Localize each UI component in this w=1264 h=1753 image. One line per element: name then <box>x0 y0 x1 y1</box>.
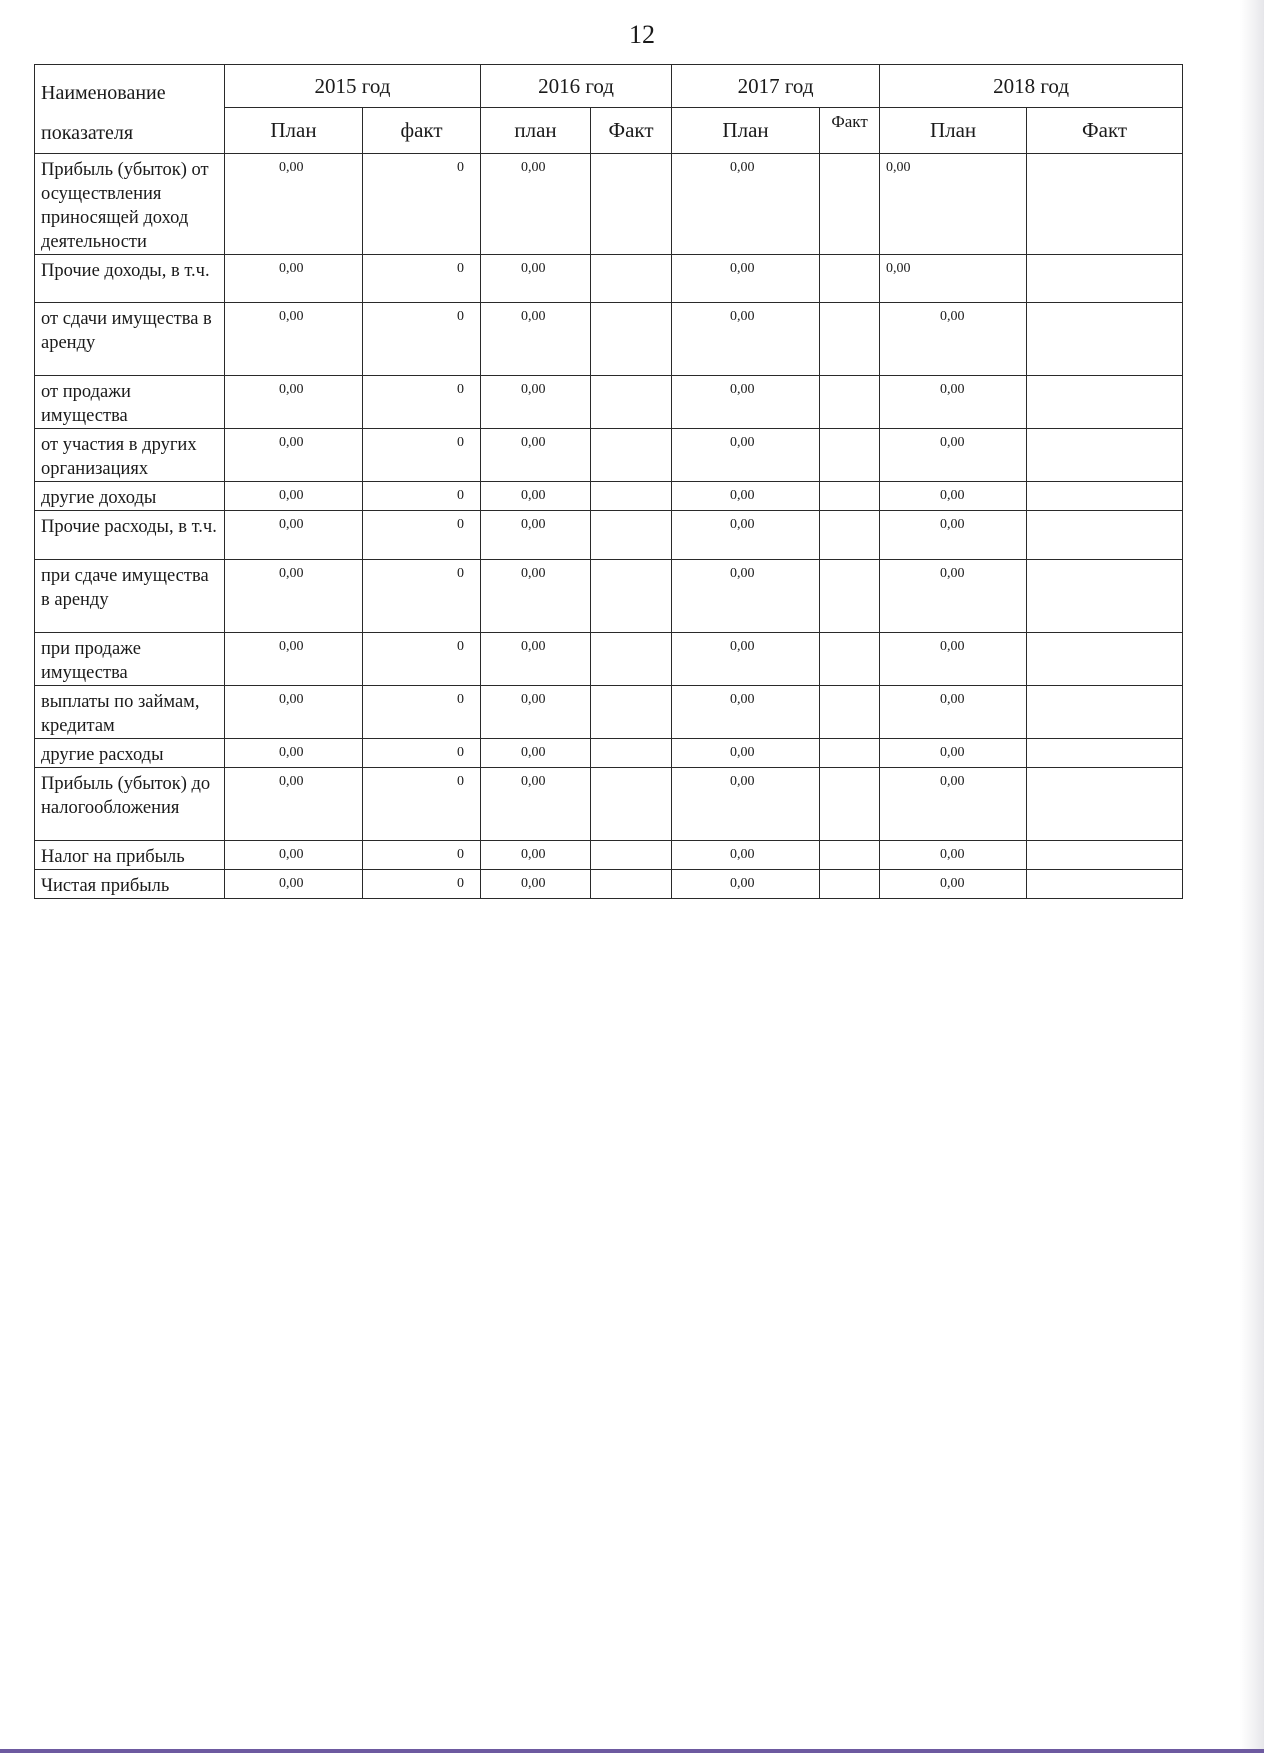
cell-2017-plan: 0,00 <box>672 739 820 768</box>
cell-2015-plan: 0,00 <box>225 870 363 899</box>
row-label: Прочие доходы, в т.ч. <box>35 255 225 303</box>
cell-2016-fact <box>591 686 672 739</box>
row-label: другие доходы <box>35 482 225 511</box>
cell-2018-fact <box>1027 870 1183 899</box>
cell-2015-fact: 0 <box>363 429 481 482</box>
cell-2015-fact: 0 <box>363 686 481 739</box>
cell-2018-fact <box>1027 429 1183 482</box>
scan-bottom-edge <box>0 1749 1264 1753</box>
cell-2017-plan: 0,00 <box>672 482 820 511</box>
row-label: выплаты по займам, кредитам <box>35 686 225 739</box>
cell-2018-plan: 0,00 <box>880 841 1027 870</box>
cell-2015-plan: 0,00 <box>225 841 363 870</box>
financial-indicators-table <box>34 64 1183 899</box>
cell-2018-plan: 0,00 <box>880 633 1027 686</box>
cell-2016-plan: 0,00 <box>481 768 591 841</box>
cell-2015-fact: 0 <box>363 870 481 899</box>
cell-2016-plan: 0,00 <box>481 255 591 303</box>
page-number: 12 <box>629 20 655 49</box>
plan-2015-header: План <box>225 108 363 154</box>
cell-2015-plan: 0,00 <box>225 768 363 841</box>
cell-2017-plan: 0,00 <box>672 560 820 633</box>
cell-2018-fact <box>1027 841 1183 870</box>
cell-2015-plan: 0,00 <box>225 739 363 768</box>
cell-2016-plan: 0,00 <box>481 841 591 870</box>
table-row <box>35 154 1183 255</box>
cell-2016-fact <box>591 870 672 899</box>
cell-2017-plan: 0,00 <box>672 870 820 899</box>
table-row <box>35 739 1183 768</box>
cell-2016-fact <box>591 154 672 255</box>
row-label: Налог на прибыль <box>35 841 225 870</box>
cell-2016-plan: 0,00 <box>481 633 591 686</box>
cell-2016-plan: 0,00 <box>481 154 591 255</box>
cell-2017-plan: 0,00 <box>672 154 820 255</box>
cell-2017-fact <box>820 841 880 870</box>
row-label: другие расходы <box>35 739 225 768</box>
cell-2017-plan: 0,00 <box>672 511 820 560</box>
cell-2017-plan: 0,00 <box>672 686 820 739</box>
cell-2018-fact <box>1027 255 1183 303</box>
cell-2018-fact <box>1027 482 1183 511</box>
cell-2018-plan: 0,00 <box>880 255 1027 303</box>
row-label: от сдачи имущества в аренду <box>35 303 225 376</box>
cell-2017-plan: 0,00 <box>672 303 820 376</box>
cell-2015-fact: 0 <box>363 633 481 686</box>
cell-2016-fact <box>591 633 672 686</box>
table-row <box>35 429 1183 482</box>
cell-2016-plan: 0,00 <box>481 739 591 768</box>
cell-2018-fact <box>1027 768 1183 841</box>
table-row <box>35 841 1183 870</box>
table-row <box>35 560 1183 633</box>
cell-2016-fact <box>591 560 672 633</box>
cell-2016-fact <box>591 739 672 768</box>
cell-2015-plan: 0,00 <box>225 511 363 560</box>
cell-2015-plan: 0,00 <box>225 633 363 686</box>
cell-2015-plan: 0,00 <box>225 303 363 376</box>
cell-2018-plan: 0,00 <box>880 768 1027 841</box>
cell-2018-fact <box>1027 376 1183 429</box>
indicator-name-header <box>35 65 225 154</box>
cell-2016-plan: 0,00 <box>481 429 591 482</box>
cell-2017-fact <box>820 739 880 768</box>
cell-2016-fact <box>591 511 672 560</box>
cell-2015-fact: 0 <box>363 154 481 255</box>
cell-2016-plan: 0,00 <box>481 482 591 511</box>
cell-2017-fact <box>820 686 880 739</box>
row-label: Прочие расходы, в т.ч. <box>35 511 225 560</box>
cell-2016-plan: 0,00 <box>481 560 591 633</box>
cell-2015-plan: 0,00 <box>225 560 363 633</box>
fact-2017-header: Факт <box>820 108 880 154</box>
cell-2018-fact <box>1027 739 1183 768</box>
cell-2017-fact <box>820 633 880 686</box>
table-row <box>35 255 1183 303</box>
table-row <box>35 482 1183 511</box>
year-2017-header: 2017 год <box>672 65 880 108</box>
cell-2017-fact <box>820 768 880 841</box>
cell-2018-plan: 0,00 <box>880 303 1027 376</box>
cell-2016-fact <box>591 429 672 482</box>
indicator-name-header-line1: Наименование <box>41 82 166 104</box>
cell-2017-fact <box>820 870 880 899</box>
cell-2016-fact <box>591 841 672 870</box>
row-label: при сдаче имущества в аренду <box>35 560 225 633</box>
table-row <box>35 870 1183 899</box>
row-label: при продаже имущества <box>35 633 225 686</box>
cell-2017-fact <box>820 154 880 255</box>
cell-2018-fact <box>1027 511 1183 560</box>
cell-2015-fact: 0 <box>363 841 481 870</box>
table-row <box>35 686 1183 739</box>
year-2015-header: 2015 год <box>225 65 481 108</box>
cell-2015-plan: 0,00 <box>225 429 363 482</box>
cell-2018-fact <box>1027 560 1183 633</box>
cell-2017-plan: 0,00 <box>672 768 820 841</box>
header-row-years <box>35 65 1183 108</box>
cell-2017-fact <box>820 560 880 633</box>
cell-2017-plan: 0,00 <box>672 841 820 870</box>
row-label: от продажи имущества <box>35 376 225 429</box>
cell-2016-plan: 0,00 <box>481 376 591 429</box>
table-row <box>35 511 1183 560</box>
cell-2018-fact <box>1027 303 1183 376</box>
cell-2018-plan: 0,00 <box>880 376 1027 429</box>
cell-2015-plan: 0,00 <box>225 154 363 255</box>
cell-2016-fact <box>591 376 672 429</box>
cell-2015-plan: 0,00 <box>225 482 363 511</box>
scan-page-edge <box>1240 0 1264 1753</box>
cell-2016-fact <box>591 768 672 841</box>
cell-2017-plan: 0,00 <box>672 633 820 686</box>
cell-2018-plan: 0,00 <box>880 739 1027 768</box>
cell-2015-fact: 0 <box>363 303 481 376</box>
cell-2015-plan: 0,00 <box>225 686 363 739</box>
cell-2017-fact <box>820 429 880 482</box>
row-label: Прибыль (убыток) до налогообложения <box>35 768 225 841</box>
cell-2015-fact: 0 <box>363 739 481 768</box>
cell-2015-fact: 0 <box>363 255 481 303</box>
table-row <box>35 768 1183 841</box>
year-2018-header: 2018 год <box>880 65 1183 108</box>
cell-2017-plan: 0,00 <box>672 429 820 482</box>
cell-2015-plan: 0,00 <box>225 376 363 429</box>
cell-2015-fact: 0 <box>363 560 481 633</box>
cell-2017-fact <box>820 255 880 303</box>
cell-2018-plan: 0,00 <box>880 686 1027 739</box>
cell-2018-fact <box>1027 686 1183 739</box>
cell-2017-fact <box>820 482 880 511</box>
cell-2018-plan: 0,00 <box>880 154 1027 255</box>
cell-2017-fact <box>820 511 880 560</box>
cell-2015-fact: 0 <box>363 511 481 560</box>
cell-2015-fact: 0 <box>363 482 481 511</box>
plan-2018-header: План <box>880 108 1027 154</box>
cell-2018-fact <box>1027 154 1183 255</box>
fact-2018-header: Факт <box>1027 108 1183 154</box>
cell-2016-fact <box>591 482 672 511</box>
cell-2018-plan: 0,00 <box>880 429 1027 482</box>
cell-2015-fact: 0 <box>363 768 481 841</box>
table-row <box>35 376 1183 429</box>
fact-2016-header: Факт <box>591 108 672 154</box>
indicator-name-header-line2: показателя <box>41 122 134 144</box>
cell-2018-plan: 0,00 <box>880 870 1027 899</box>
plan-2017-header: План <box>672 108 820 154</box>
cell-2016-fact <box>591 255 672 303</box>
fact-2015-header: факт <box>363 108 481 154</box>
cell-2017-fact <box>820 303 880 376</box>
cell-2017-plan: 0,00 <box>672 376 820 429</box>
cell-2016-plan: 0,00 <box>481 511 591 560</box>
cell-2016-plan: 0,00 <box>481 686 591 739</box>
cell-2015-plan: 0,00 <box>225 255 363 303</box>
row-label: Чистая прибыль <box>35 870 225 899</box>
cell-2017-fact <box>820 376 880 429</box>
row-label: от участия в других организациях <box>35 429 225 482</box>
year-2016-header: 2016 год <box>481 65 672 108</box>
cell-2017-plan: 0,00 <box>672 255 820 303</box>
row-label: Прибыль (убыток) от осуществления приносящей доход деятельности <box>35 154 225 255</box>
cell-2018-plan: 0,00 <box>880 511 1027 560</box>
cell-2018-plan: 0,00 <box>880 482 1027 511</box>
cell-2016-plan: 0,00 <box>481 870 591 899</box>
table-row <box>35 633 1183 686</box>
table-row <box>35 303 1183 376</box>
plan-2016-header: план <box>481 108 591 154</box>
cell-2015-fact: 0 <box>363 376 481 429</box>
cell-2018-plan: 0,00 <box>880 560 1027 633</box>
cell-2016-plan: 0,00 <box>481 303 591 376</box>
cell-2018-fact <box>1027 633 1183 686</box>
cell-2016-fact <box>591 303 672 376</box>
